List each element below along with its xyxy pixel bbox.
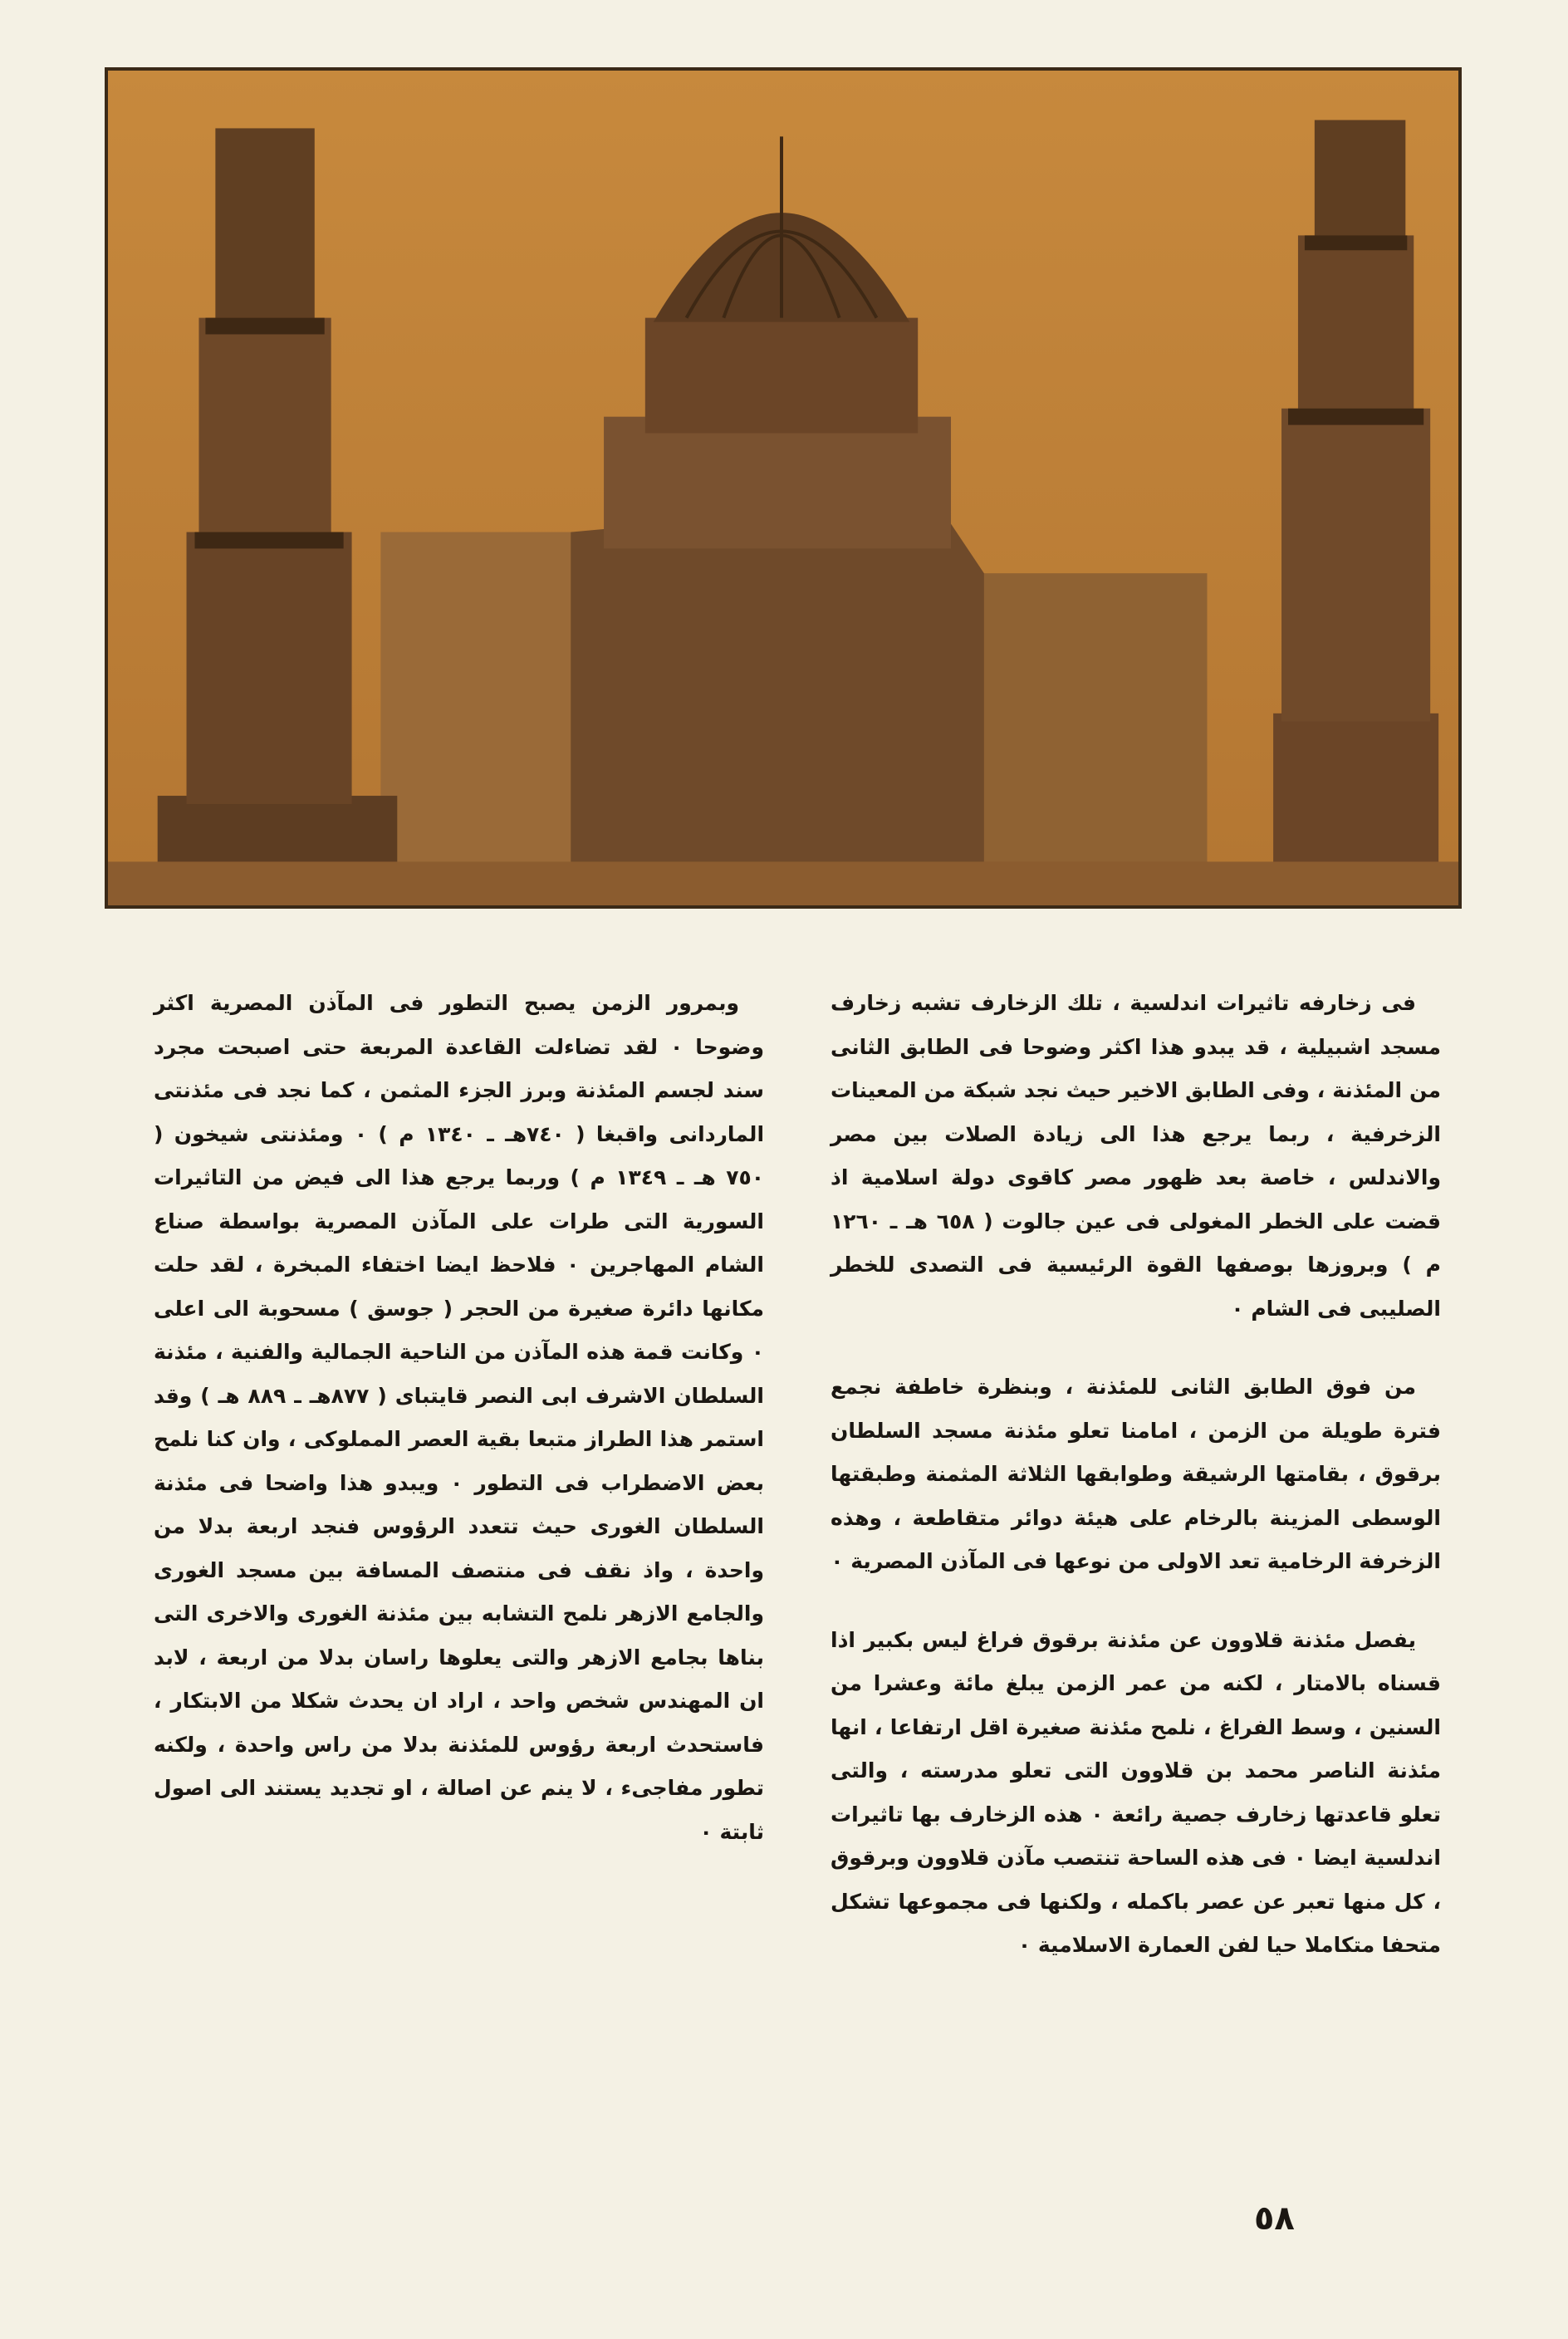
paragraph: من فوق الطابق الثانى للمئذنة ، وبنظرة خاطفة نجمع فترة طويلة من الزمن ، امامنا تعلو مئذنة مسجد السلطان برقوق ، بقامتها الرشيقة وطوابقها الثلاثة المثمنة وطبقتها الوسطى المزينة بالرخام على هيئة دوائر متقاطعة ، وهذه الزخرفة الرخامية تعد الاولى من نوعها فى المآذن المصرية ٠ (831, 1375, 1441, 1573)
paragraph: وبمرور الزمن يصبح التطور فى المآذن المصرية اكثر وضوحا ٠ لقد تضاءلت القاعدة المربعة حتى اصبحت مجرد سند لجسم المئذنة وبرز الجزء المثمن ، كما نجد فى مئذنتى الماردانى واقبغا ( ٧٤٠هـ ـ ١٣٤٠ م ) ٠ ومئذنتى شيخون ( ٧٥٠ هـ ـ ١٣٤٩ م ) وربما يرجع هذا الى فيض من التاثيرات السورية التى طرات على المآذن المصرية بواسطة صناع الشام المهاجرين ٠ فلاحظ ايضا اختفاء المبخرة ، لقد حلت مكانها دائرة صغيرة من الحجر ( جوسق ) مسحوبة الى اعلى ٠ وكانت قمة هذه المآذن من الناحية الجمالية والفنية ، مئذنة السلطان الاشرف ابى النصر قايتباى ( ٨٧٧هـ ـ ٨٨٩ هـ ) وقد استمر هذا الطراز متبعا بقية العصر المملوكى ، وان كنا نلمح بعض الاضطراب فى التطور ٠ ويبدو هذا واضحا فى مئذنة السلطان الغورى حيث تتعدد الرؤوس فنجد اربعة بدلا من واحدة ، واذ نقف فى منتصف المسافة بين مسجد الغورى والجامع الازهر نلمح التشابه بين مئذنة الغورى والاخرى التى بناها بجامع الازهر والتى يعلوها راسان بدلا من اربعة ، لابد ان المهندس شخص واحد ، اراد ان يحدث شكلا من الابتكار ، فاستحدث اربعة رؤوس للمئذنة بدلا من راس واحدة ، ولكنه تطور مفاجىء ، لا ينم عن اصالة ، او تجديد يستند الى اصول ثابتة ٠ (154, 991, 765, 1844)
text-column-right (831, 982, 1441, 2003)
mamluk-mosque-photo-icon (108, 71, 1458, 905)
mosque-photo (105, 67, 1462, 909)
paragraph: يفصل مئذنة قلاوون عن مئذنة برقوق فراغ ليس بكبير اذا قسناه بالامتار ، لكنه من عمر الزمن يبلغ مائة وعشرا من السنين ، وسط الفراغ ، نلمح مئذنة صغيرة اقل ارتفاعا ، انها مئذنة الناصر محمد بن قلاوون التى تعلو مدرسته ، والتى تعلو قاعدتها زخارف جصية رائعة ٠ هذه الزخارف بها تاثيرات اندلسية ايضا ٠ فى هذه الساحة تنتصب مآذن قلاوون وبرقوق ، كل منها تعبر عن عصر باكمله ، ولكنها فى مجموعها تشكل متحفا متكاملا حيا لفن العمارة الاسلامية ٠ (831, 1627, 1441, 1957)
text-column-left (154, 982, 764, 1889)
paragraph: فى زخارفه تاثيرات اندلسية ، تلك الزخارف تشبه زخارف مسجد اشبيلية ، قد يبدو هذا اكثر وضوحا فى الطابق الثانى من المئذنة ، وفى الطابق الاخير حيث نجد شبكة من المعينات الزخرفية ، ربما يرجع هذا الى زيادة الصلات بين مصر والاندلس ، خاصة بعد ظهور مصر كاقوى دولة اسلامية اذ قضت على الخطر المغولى فى عين جالوت ( ٦٥٨ هـ ـ ١٢٦٠ م ) وبروزها بوصفها القوة الرئيسية فى التصدى للخطر الصليبى فى الشام ٠ (831, 991, 1441, 1321)
page-number: ٥٨ (1254, 2199, 1295, 2238)
